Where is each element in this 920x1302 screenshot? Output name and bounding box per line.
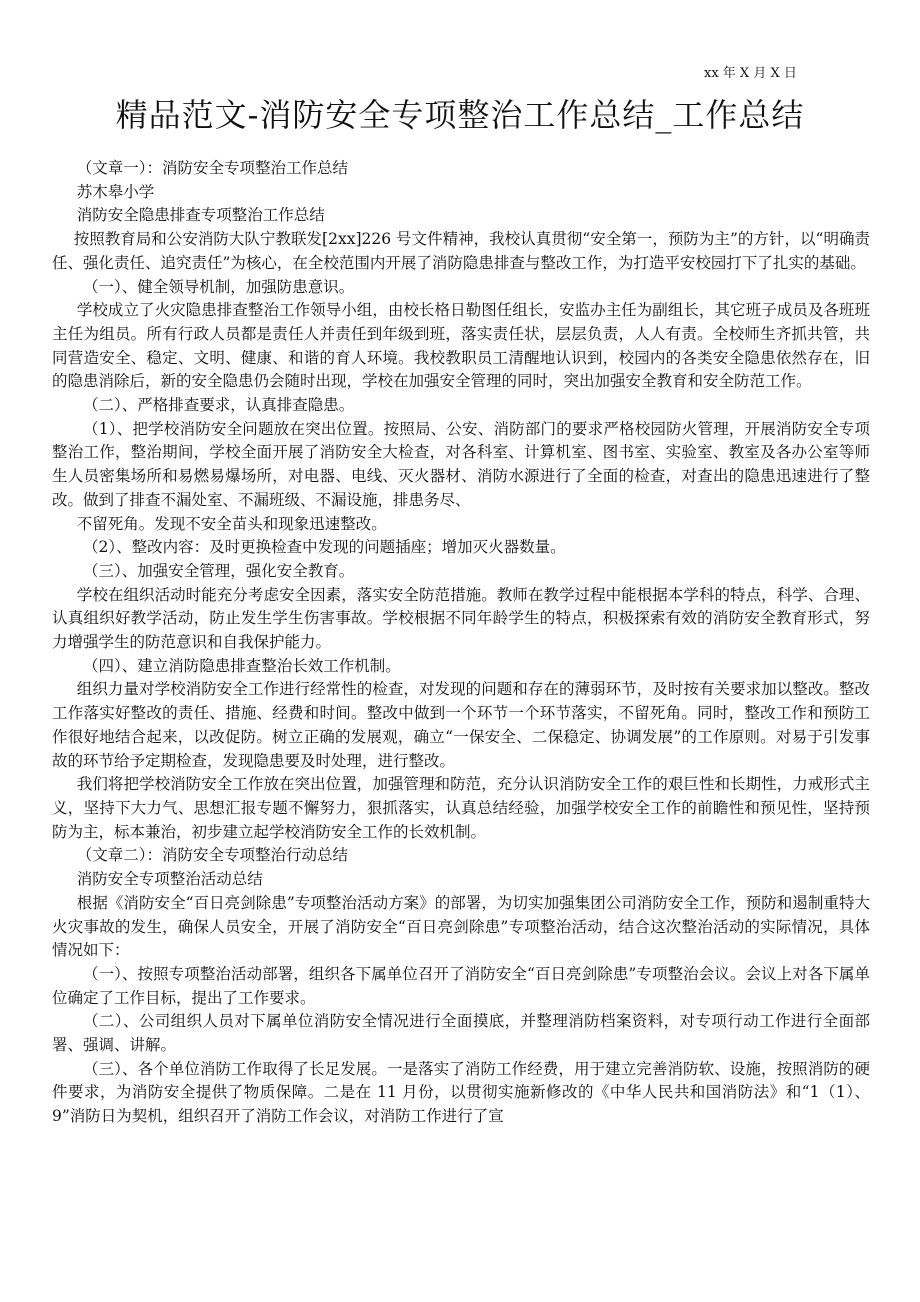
document-title: 精品范文-消防安全专项整治工作总结_工作总结	[115, 96, 805, 134]
paragraph: 组织力量对学校消防安全工作进行经常性的检查，对发现的问题和存在的薄弱环节，及时按有关要求加以整改。整改工作落实好整改的责任、措施、经费和时间。整改中做到一个环节一个环节落实，不留死角。同时，整改工作和预防工作很好地结合起来，以改促防。树立正确的发展观，确立“一保安全、二保稳定、协调发展”的工作原则。对易于引发事故的环节给予定期检查，发现隐患要及时处理，进行整改。	[52, 680, 870, 770]
school-name: 苏木皋小学	[76, 182, 155, 201]
paragraph: 按照教育局和公安消防大队宁教联发[2xx]226 号文件精神，我校认真贯彻“安全第一，预防为主”的方针，以“明确责任、强化责任、追究责任”为核心，在全校范围内开展了消防隐患排查与整改工作，为打造平安校园打下了扎实的基础。	[52, 230, 870, 272]
paragraph: 学校成立了火灾隐患排查整治工作领导小组，由校长格日勒图任组长，安监办主任为副组长，其它班子成员及各班班主任为组员。所有行政人员都是责任人并责任到年级到班，落实责任状，层层负责，人人有责。全校师生齐抓共管，共同营造安全、稳定、文明、健康、和谐的育人环境。我校教职员工清醒地认识到，校园内的各类安全隐患依然存在，旧的隐患消除后，新的安全隐患仍会随时出现，学校在加强安全管理的同时，突出加强安全教育和安全防范工作。	[52, 301, 870, 391]
document-body	[52, 157, 870, 1129]
paragraph: （三）、各个单位消防工作取得了长足发展。一是落实了消防工作经费，用于建立完善消防软、设施，按照消防的硬件要求，为消防安全提供了物质保障。二是在 11 月份，以贯彻实施新修改的《中华人民共和国消防法》和“1（1）、9”消防日为契机，组织召开了消防工作会议，对消防工作进行了宣	[52, 1059, 870, 1126]
paragraph: （一）、按照专项整治活动部署，组织各下属单位召开了消防安全“百日亮剑除患”专项整治会议。会议上对各下属单位确定了工作目标，提出了工作要求。	[52, 964, 870, 1007]
section-heading: （四）、建立消防隐患排查整治长效工作机制。	[83, 656, 401, 675]
report-subtitle: 消防安全专项整治活动总结	[76, 870, 263, 889]
section-heading: （一）、健全领导机制，加强防患意识。	[83, 277, 355, 296]
section-heading: （二）、严格排查要求，认真排查隐患。	[83, 396, 355, 415]
paragraph: 我们将把学校消防安全工作放在突出位置，加强管理和防范，充分认识消防安全工作的艰巨性和长期性，力戒形式主义，坚持下大力气、思想汇报专题不懈努力，狠抓落实，认真总结经验，加强学校安全工作的前瞻性和预见性，坚持预防为主，标本兼治，初步建立起学校消防安全工作的长效机制。	[52, 775, 870, 841]
paragraph: 根据《消防安全“百日亮剑除患”专项整治活动方案》的部署，为切实加强集团公司消防安全工作，预防和遏制重特大火灾事故的发生，确保人员安全，开展了消防安全“百日亮剑除患”专项整治活动，结合这次整治活动的实际情况，具体情况如下：	[52, 893, 870, 960]
paragraph: 不留死角。发现不安全苗头和现象迅速整改。	[76, 514, 387, 533]
paragraph: 学校在组织活动时能充分考虑安全因素，落实安全防范措施。教师在教学过程中能根据本学科的特点，科学、合理、认真组织好教学活动，防止发生学生伤害事故。学校根据不同年龄学生的特点，积极探索有效的消防安全教育形式，努力增强学生的防范意识和自我保护能力。	[52, 585, 870, 652]
report-subtitle: 消防安全隐患排查专项整治工作总结	[76, 206, 325, 225]
paragraph: （2）、整改内容：及时更换检查中发现的问题插座；增加灭火器数量。	[83, 538, 566, 557]
article-heading: （文章二）：消防安全专项整治行动总结	[76, 846, 349, 865]
document-date: xx 年 X 月 X 日	[704, 66, 797, 81]
paragraph: （1）、把学校消防安全问题放在突出位置。按照局、公安、消防部门的要求严格校园防火管理，开展消防安全专项整治工作，整治期间，学校全面开展了消防安全大检查，对各科室、计算机室、图书室、实验室、教室及各办公室等师生人员密集场所和易燃易爆场所，对电器、电线、灭火器材、消防水源进行了全面的检查，对查出的隐患迅速进行了整改。做到了排查不漏处室、不漏班级、不漏设施，排患务尽、	[52, 419, 870, 509]
section-heading: （三）、加强安全管理，强化安全教育。	[83, 561, 355, 580]
paragraph: （二）、公司组织人员对下属单位消防安全情况进行全面摸底，并整理消防档案资料，对专项行动工作进行全面部署、强调、讲解。	[52, 1012, 870, 1055]
article-heading: （文章一）：消防安全专项整治工作总结	[76, 159, 349, 177]
